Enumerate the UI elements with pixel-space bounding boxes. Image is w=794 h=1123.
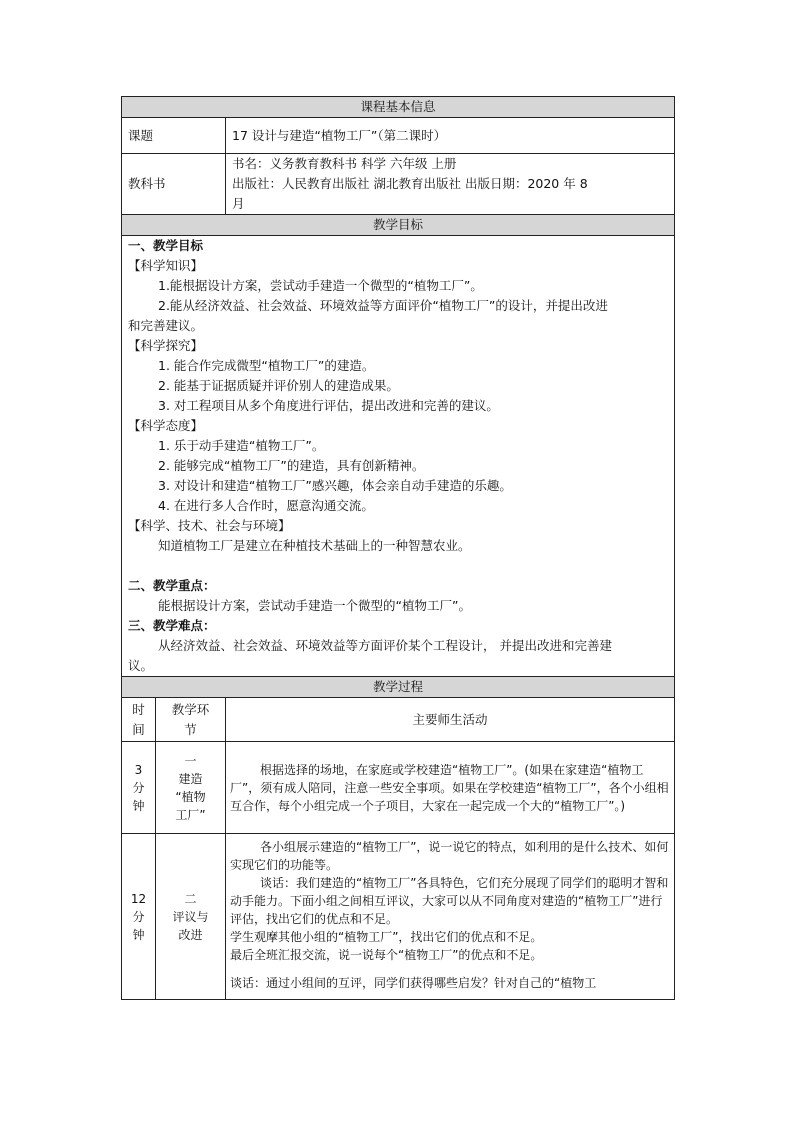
key-point-heading: 二、教学重点： <box>128 578 216 593</box>
stage-text: 一 <box>184 753 197 768</box>
stage-text: “植物 <box>175 789 206 804</box>
goal-item: 3. 对设计和建造“植物工厂”感兴趣，体会亲自动手建造的乐趣。 <box>158 478 512 493</box>
goal-item-cont: 和完善建议。 <box>128 318 204 333</box>
goal-item: 知道植物工厂是建立在种植技术基础上的一种智慧农业。 <box>158 538 471 553</box>
goal-section: 【科学知识】 <box>128 258 204 273</box>
time-text: 钟 <box>132 927 145 942</box>
activity-paragraph: 谈话：通过小组间的互评，同学们获得哪些启发？针对自己的“植物工 <box>230 976 597 990</box>
row2-activity <box>226 834 675 1000</box>
goal-section: 【科学态度】 <box>128 418 204 433</box>
activity-paragraph: 学生观摩其他小组的“植物工厂”，找出它们的优点和不足。 <box>230 930 543 944</box>
lesson-plan-page <box>121 96 674 1000</box>
time-text: 3 <box>134 762 143 777</box>
row1-stage <box>156 742 226 834</box>
goal-heading: 一、教学目标 <box>128 238 204 253</box>
activity-paragraph: 谈话：我们建造的“植物工厂”各具特色，它们充分展现了同学们的聪明才智和动手能力。下面小组之间相互评议，大家可以从不同角度对建造的“植物工厂”进行评估，找出它们的优点和不足。 <box>230 876 669 926</box>
textbook-label: 教科书 <box>122 154 226 215</box>
goals-header: 教学目标 <box>122 215 675 236</box>
difficulty-text-cont: 议。 <box>128 658 154 673</box>
row1-time <box>122 742 156 834</box>
time-text: 钟 <box>132 798 145 813</box>
stage-header-line: 教学环 <box>171 701 210 717</box>
time-text: 12 <box>130 891 147 906</box>
row1-activity <box>226 742 675 834</box>
stage-text: 二 <box>184 891 197 906</box>
textbook-name: 书名：义务教育教科书 科学 六年级 上册 <box>232 156 457 171</box>
textbook-value <box>226 154 675 215</box>
time-text: 分 <box>132 909 145 924</box>
basic-info-header: 课程基本信息 <box>122 97 675 118</box>
goal-item: 2.能从经济效益、社会效益、环境效益等方面评价“植物工厂”的设计，并提出改进 <box>158 298 608 313</box>
stage-column-header <box>156 698 226 742</box>
topic-value: 17 设计与建造“植物工厂”（第二课时） <box>226 118 675 154</box>
stage-text: 工厂” <box>175 807 206 822</box>
spacer <box>230 964 670 974</box>
key-point-text: 能根据设计方案，尝试动手建造一个微型的“植物工厂”。 <box>158 598 471 613</box>
stage-text: 建造 <box>178 771 203 786</box>
activity-paragraph: 根据选择的场地，在家庭或学校建造“植物工厂”。(如果在家建造“植物工厂”，须有成人陪同，注意一些安全事项。如果在学校建造“植物工厂”，各个小组相互合作，每个小组完成一个子项目，大家在一起完成一个大的“植物工厂”。) <box>230 762 669 813</box>
activity-paragraph: 各小组展示建造的“植物工厂”，说一说它的特点，如利用的是什么技术、如何实现它们的功能等。 <box>230 840 669 872</box>
difficulty-text: 从经济效益、社会效益、环境效益等方面评价某个工程设计， 并提出改进和完善建 <box>158 638 612 653</box>
textbook-publisher: 出版社：人民教育出版社 湖北教育出版社 出版日期：2020 年 8 <box>232 176 588 191</box>
time-header-line: 时 <box>132 701 145 717</box>
textbook-date-cont: 月 <box>232 196 245 211</box>
goal-item: 2. 能够完成“植物工厂”的建造，具有创新精神。 <box>158 458 425 473</box>
goal-item: 1. 乐于动手建造“植物工厂”。 <box>158 438 325 453</box>
goal-section: 【科学探究】 <box>128 338 204 353</box>
time-column-header <box>122 698 156 742</box>
main-activity-header: 主要师生活动 <box>226 698 675 742</box>
topic-label: 课题 <box>122 118 226 154</box>
spacer <box>128 556 668 576</box>
row2-stage <box>156 834 226 1000</box>
goal-section: 【科学、技术、社会与环境】 <box>128 518 291 533</box>
process-header: 教学过程 <box>122 677 675 698</box>
goal-item: 1. 能合作完成微型“植物工厂”的建造。 <box>158 358 375 373</box>
goals-body <box>122 236 675 677</box>
lesson-table <box>121 96 675 1000</box>
activity-paragraph: 最后全班汇报交流，说一说每个“植物工厂”的优点和不足。 <box>230 948 543 962</box>
goal-item: 4. 在进行多人合作时，愿意沟通交流。 <box>158 498 374 513</box>
stage-text: 评议与 <box>172 909 209 924</box>
time-header-line: 间 <box>132 721 145 737</box>
goal-item: 2. 能基于证据质疑并评价别人的建造成果。 <box>158 378 399 393</box>
goal-item: 3. 对工程项目从多个角度进行评估，提出改进和完善的建议。 <box>158 398 499 413</box>
goal-item: 1.能根据设计方案，尝试动手建造一个微型的“植物工厂”。 <box>158 278 483 293</box>
stage-text: 改进 <box>178 927 203 942</box>
difficulty-heading: 三、教学难点： <box>128 618 216 633</box>
stage-header-line: 节 <box>184 721 197 737</box>
row2-time <box>122 834 156 1000</box>
time-text: 分 <box>132 780 145 795</box>
